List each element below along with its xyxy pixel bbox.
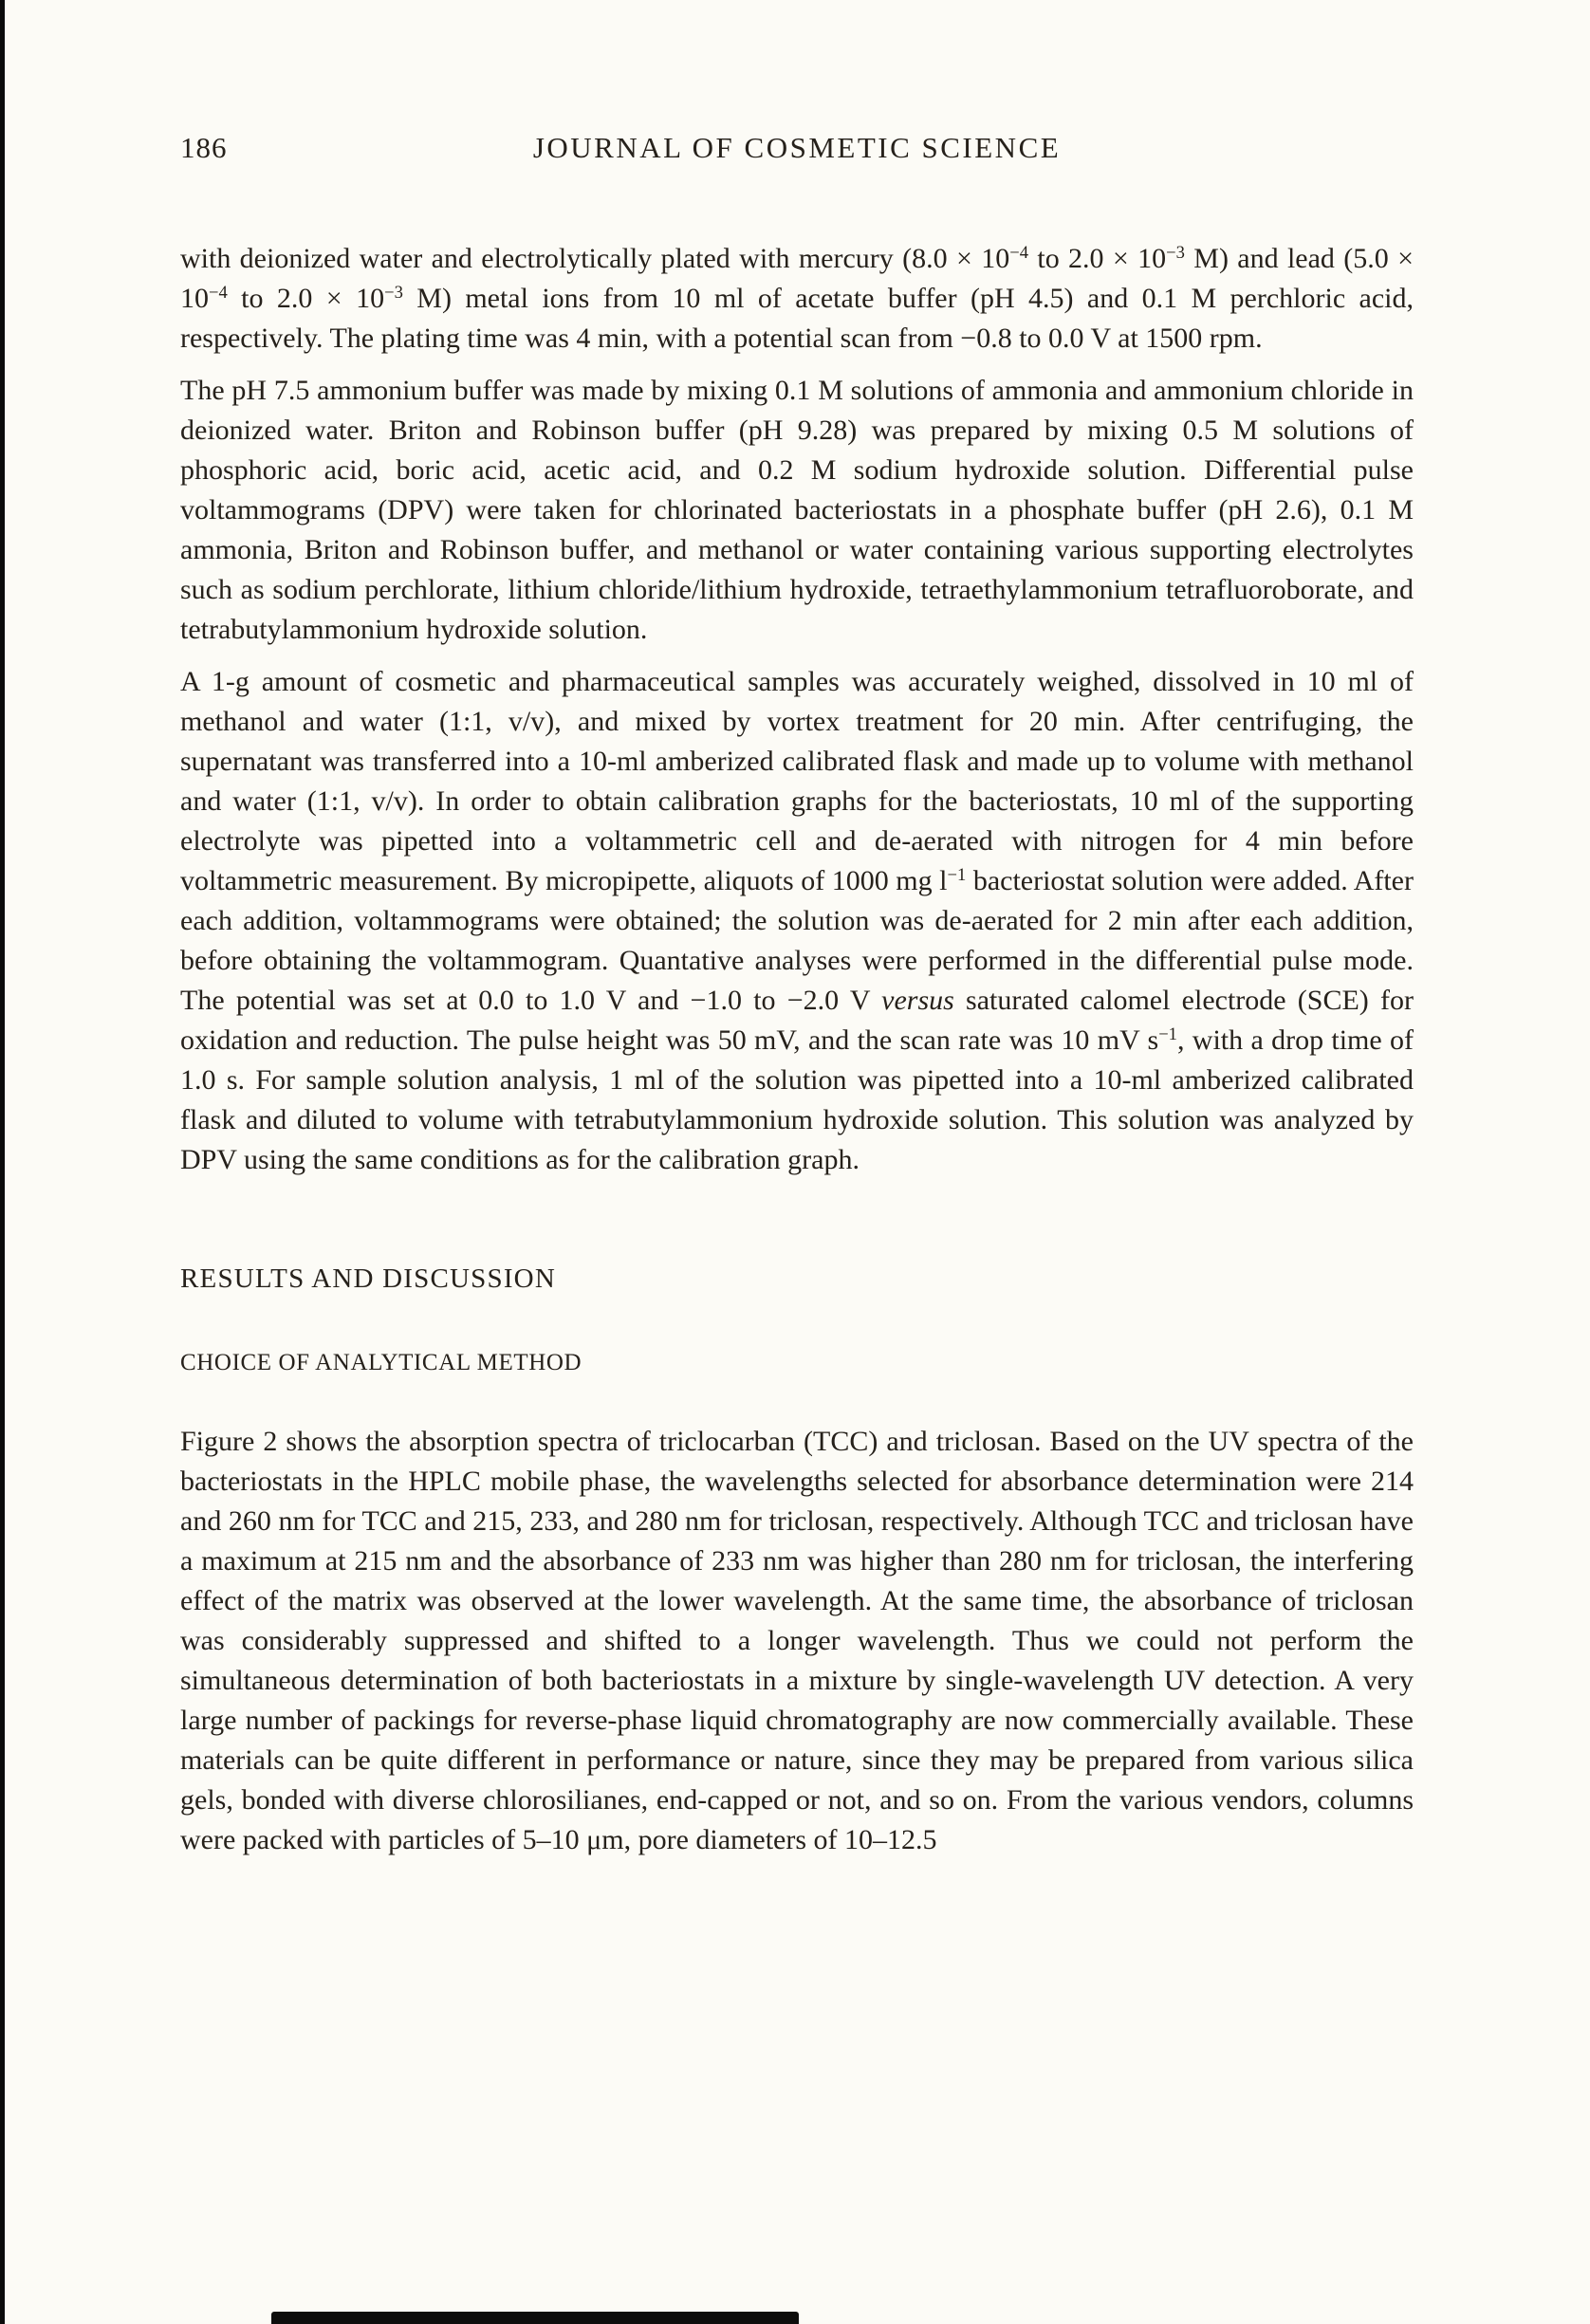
body-paragraph-3: A 1-g amount of cosmetic and pharmaceutical samples was accurately weighed, dissolved in 10 ml of methanol and water (1:1, v/v), and mixed by vortex treatment for 20 min. After centrifuging, the supernatant was transferred into a 10-ml amberized calibrated flask and made up to volume with methanol and water (1:1, v/v). In order to obtain calibration graphs for the bacteriostats, 10 ml of the supporting electrolyte was pipetted into a voltammetric cell and de-aerated with nitrogen for 4 min before voltammetric measurement. By micropipette, aliquots of 1000 mg $l^{-1}$ bacteriostat solution were added. After each addition, voltammograms were obtained; the solution was de-aerated for 2 min after each addition, before obtaining the voltammogram. Quantative analyses were performed in the differential pulse mode. The potential was set at 0.0 to 1.0 V and −1.0 to −2.0 V versus saturated calomel electrode (SCE) for oxidation and reduction. The pulse height was 50 mV, and the scan rate was 10 mV $s^{-1}$, with a drop time of 1.0 s. For sample solution analysis, 1 ml of the solution was pipetted into a 10-ml amberized calibrated flask and diluted to volume with tetrabutylammonium hydroxide solution. This solution was analyzed by DPV using the same conditions as for the calibration graph. <box>180 666 1414 1175</box>
body-paragraph-1: with deionized water and electrolytically plated with mercury ($8.0 \times 10^{-4}$ to $2.0 \times 10^{-3}$ M) and lead ($5.0 \times 10^{-4}$ to $2.0 \times 10^{-3}$ M) metal ions from 10 ml of acetate buffer (pH 4.5) and 0.1 M perchloric acid, respectively. The plating time was 4 min, with a potential scan from −0.8 to 0.0 V at 1500 rpm. <box>180 242 1414 354</box>
scan-edge-artifact <box>0 0 5 2324</box>
page-number: 186 <box>180 131 228 164</box>
article-body <box>180 239 1414 1872</box>
body-paragraph-4: Figure 2 shows the absorption spectra of triclocarban (TCC) and triclosan. Based on the UV spectra of the bacteriostats in the HPLC mobile phase, the wavelengths selected for absorbance determination were 214 and 260 nm for TCC and 215, 233, and 280 nm for triclosan, respectively. Although TCC and triclosan have a maximum at 215 nm and the absorbance of 233 nm was higher than 280 nm for triclosan, the interfering effect of the matrix was observed at the lower wavelength. At the same time, the absorbance of triclosan was considerably suppressed and shifted to a longer wavelength. Thus we could not perform the simultaneous determination of both bacteriostats in a mixture by single-wavelength UV detection. A very large number of packings for reverse-phase liquid chromatography are now commercially available. These materials can be quite different in performance or nature, since they may be prepared from various silica gels, bonded with diverse chlorosilianes, end-capped or not, and so on. From the various vendors, columns were packed with particles of 5–10 μm, pore diameters of 10–12.5 <box>180 1426 1414 1855</box>
section-heading-results-and-discussion: RESULTS AND DISCUSSION <box>180 1263 556 1294</box>
journal-title: JOURNAL OF COSMETIC SCIENCE <box>532 131 1062 164</box>
page-header <box>180 131 1414 165</box>
subsection-heading-choice-of-analytical-method: CHOICE OF ANALYTICAL METHOD <box>180 1350 582 1375</box>
body-paragraph-2: The pH 7.5 ammonium buffer was made by mixing 0.1 M solutions of ammonia and ammonium chloride in deionized water. Briton and Robinson buffer (pH 9.28) was prepared by mixing 0.5 M solutions of phosphoric acid, boric acid, acetic acid, and 0.2 M sodium hydroxide solution. Differential pulse voltammograms (DPV) were taken for chlorinated bacteriostats in a phosphate buffer (pH 2.6), 0.1 M ammonia, Briton and Robinson buffer, and methanol or water containing various supporting electrolytes such as sodium perchlorate, lithium chloride/lithium hydroxide, tetraethylammonium tetrafluoroborate, and tetrabutylammonium hydroxide solution. <box>180 375 1414 645</box>
scan-bottom-artifact <box>271 2312 799 2324</box>
